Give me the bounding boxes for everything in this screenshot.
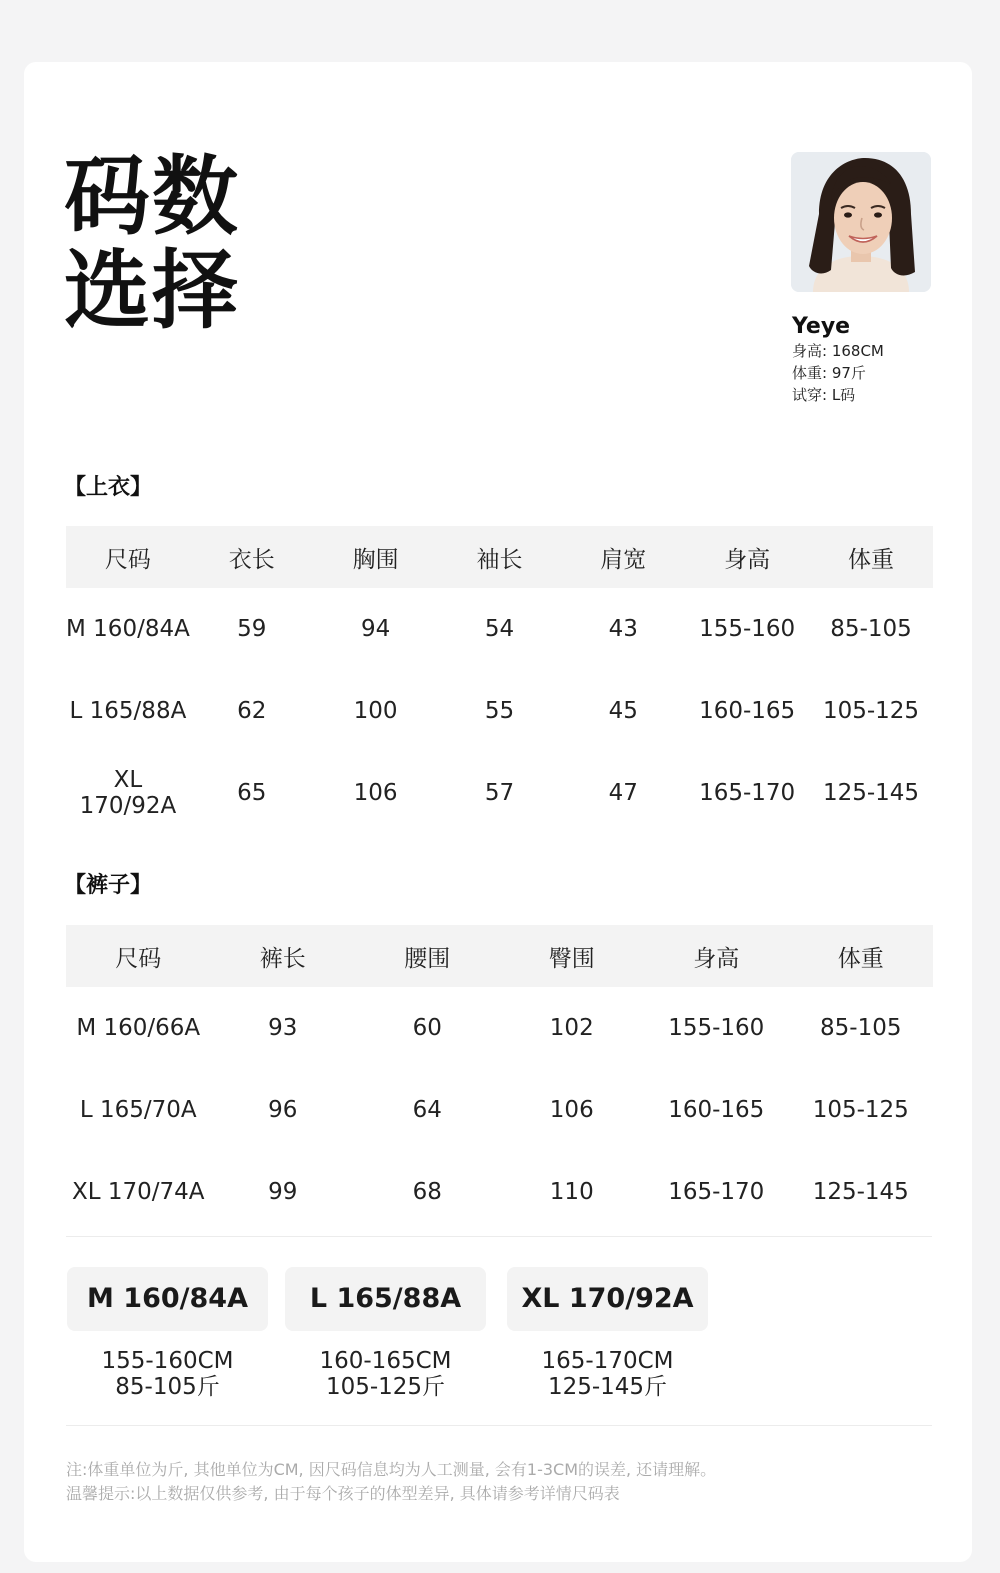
table-cell: 85-105 — [830, 616, 912, 642]
table-cell: 110 — [549, 1179, 594, 1205]
page-title-line-1: 码数 — [64, 147, 240, 247]
table-cell: 55 — [484, 698, 515, 724]
table-row — [66, 588, 933, 670]
tops-section-title: 【上衣】 — [64, 475, 153, 500]
table-cell: 160-165 — [668, 1097, 765, 1123]
note-measurement: 注:体重单位为斤, 其他单位为CM, 因尺码信息均为人工测量, 会有1-3CM的误差, 还请理解。 — [66, 1460, 717, 1479]
size-tag-m — [67, 1267, 268, 1400]
column-header: 体重 — [837, 945, 884, 972]
table-cell: 155-160 — [699, 616, 796, 642]
model-tried-size: 试穿: L码 — [792, 386, 856, 404]
column-header: 臀围 — [548, 945, 595, 972]
model-photo — [791, 152, 931, 292]
pants-size-table — [66, 925, 933, 1233]
size-tag-height: 155-160CM — [101, 1348, 234, 1374]
table-row — [66, 987, 933, 1069]
table-row — [66, 1151, 933, 1233]
table-cell: 45 — [608, 698, 638, 724]
column-header: 身高 — [693, 945, 740, 972]
column-header: 腰围 — [404, 945, 451, 972]
table-cell: 43 — [608, 616, 638, 642]
size-tag-height: 165-170CM — [541, 1348, 674, 1374]
table-cell: 96 — [268, 1097, 298, 1123]
note-reminder: 温馨提示:以上数据仅供参考, 由于每个孩子的体型差异, 具体请参考详情尺码表 — [66, 1484, 620, 1503]
table-cell: 165-170 — [668, 1179, 765, 1205]
size-tag-weight: 85-105斤 — [115, 1374, 220, 1400]
model-weight: 体重: 97斤 — [792, 364, 866, 382]
table-cell: M 160/84A — [66, 616, 190, 642]
table-cell: 155-160 — [668, 1015, 765, 1041]
divider — [66, 1425, 932, 1426]
table-header-row — [66, 526, 933, 588]
column-header: 身高 — [724, 546, 771, 573]
table-cell: XL 170/92A — [79, 767, 177, 819]
model-height: 身高: 168CM — [792, 342, 884, 360]
column-header: 尺码 — [104, 546, 151, 573]
page-title-line-2: 选择 — [64, 241, 240, 341]
tops-size-table — [66, 526, 933, 834]
table-cell: M 160/66A — [76, 1015, 201, 1041]
table-cell: XL 170/74A — [71, 1179, 205, 1205]
table-cell: 94 — [360, 616, 391, 642]
table-cell: 85-105 — [820, 1015, 902, 1041]
column-header: 袖长 — [476, 546, 523, 573]
column-header: 胸围 — [352, 546, 399, 573]
divider — [66, 1236, 932, 1237]
size-tag-l — [285, 1267, 486, 1400]
column-header: 尺码 — [115, 945, 162, 972]
notes — [66, 1458, 716, 1506]
table-cell: 105-125 — [812, 1097, 909, 1123]
table-cell: 60 — [412, 1015, 442, 1041]
size-tag-label: XL 170/92A — [507, 1267, 708, 1331]
column-header: 体重 — [848, 546, 895, 573]
table-row — [66, 1069, 933, 1151]
table-header-row — [66, 925, 933, 987]
size-tag-height: 160-165CM — [319, 1348, 452, 1374]
size-tag-label: L 165/88A — [285, 1267, 486, 1331]
column-header: 衣长 — [228, 546, 275, 573]
model-info — [792, 314, 952, 406]
table-cell: 106 — [549, 1097, 594, 1123]
table-cell: 105-125 — [822, 698, 920, 724]
pants-section-title: 【裤子】 — [64, 873, 153, 898]
table-cell: 102 — [549, 1015, 594, 1041]
size-guide-card — [24, 62, 972, 1562]
size-tag-weight: 125-145斤 — [547, 1374, 668, 1400]
table-cell: 65 — [237, 780, 267, 806]
column-header: 肩宽 — [600, 546, 647, 573]
table-cell: 54 — [484, 616, 515, 642]
table-cell: 125-145 — [812, 1179, 909, 1205]
table-cell: 68 — [412, 1179, 442, 1205]
size-tag-xl — [507, 1267, 708, 1400]
table-cell: L 165/70A — [79, 1097, 197, 1123]
table-row — [66, 752, 933, 834]
size-tag-label: M 160/84A — [67, 1267, 268, 1331]
table-row — [66, 670, 933, 752]
table-cell: 165-170 — [699, 780, 796, 806]
table-cell: 160-165 — [699, 698, 796, 724]
page-title — [64, 147, 240, 341]
column-header: 裤长 — [259, 945, 306, 972]
table-cell: 59 — [237, 616, 267, 642]
table-cell: 100 — [353, 698, 398, 724]
table-cell: 57 — [484, 780, 515, 806]
table-cell: 47 — [608, 780, 638, 806]
table-cell: 106 — [353, 780, 398, 806]
table-cell: L 165/88A — [69, 698, 187, 724]
table-cell: 93 — [268, 1015, 298, 1041]
table-cell: 125-145 — [822, 780, 920, 806]
size-tag-weight: 105-125斤 — [325, 1374, 446, 1400]
table-cell: 64 — [412, 1097, 442, 1123]
table-cell: 99 — [268, 1179, 298, 1205]
model-name: Yeye — [792, 314, 851, 339]
table-cell: 62 — [237, 698, 267, 724]
